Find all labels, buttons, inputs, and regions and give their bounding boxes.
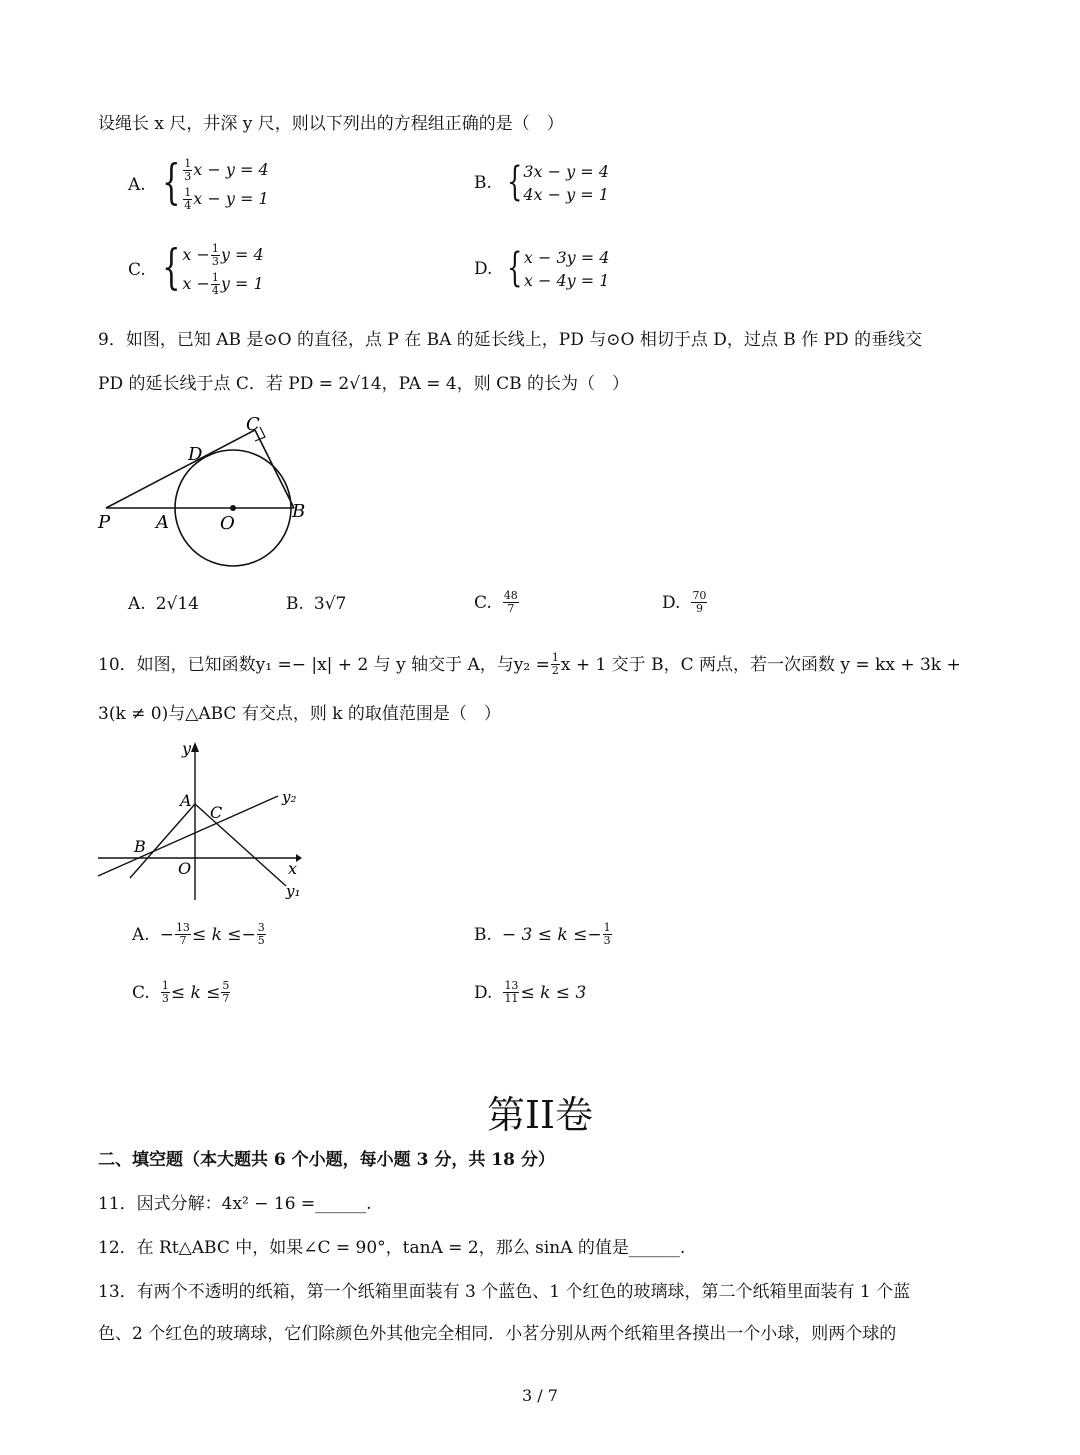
q9-option-c xyxy=(474,590,520,615)
option-value: 2√14 xyxy=(155,594,199,614)
option-label: A. xyxy=(128,175,146,195)
label-y2: y₂ xyxy=(282,788,297,806)
page-number: 3 / 7 xyxy=(522,1386,558,1405)
option-label: A. xyxy=(132,924,150,945)
q10-option-a: A. − $\frac{13}{7}$ ≤ k ≤− $\frac{3}{5}$ xyxy=(132,921,265,947)
q8-option-a: A. { $\frac{1}{3}$ x − y = 4 $\frac{1}{4}$ x − y = 1 xyxy=(128,154,269,212)
q8-stem: 设绳长 x 尺，井深 y 尺，则以下列出的方程组正确的是（ ） xyxy=(98,114,564,134)
option-label: C. xyxy=(474,592,492,613)
center-point xyxy=(230,505,236,511)
q8-option-c: C. { x − $\frac{1}{3}$ y = 4 x − $\frac{1}{4}$ y = 1 xyxy=(128,239,264,297)
option-value: $\frac{70}{9}$ xyxy=(692,589,707,615)
q10-graph-figure xyxy=(90,738,310,906)
label-p: P xyxy=(98,512,111,533)
y1-right xyxy=(195,804,286,886)
q9-stem-line1: 9．如图，已知 AB 是⊙O 的直径，点 P 在 BA 的延长线上，PD 与⊙O 相切于点 D，过点 B 作 PD 的垂线交 xyxy=(98,330,923,350)
q13-line1: 13．有两个不透明的纸箱，第一个纸箱里面装有 3 个蓝色、1 个红色的玻璃球，第二个纸箱里面装有 1 个蓝 xyxy=(98,1282,911,1302)
line-pc xyxy=(106,430,255,508)
label-d: D xyxy=(188,444,203,465)
equation: x − 3y = 4 xyxy=(523,248,610,267)
equation: 3x − y = 4 xyxy=(523,162,609,181)
label-c: C xyxy=(210,803,223,822)
q10-option-c: C. $\frac{1}{3}$ ≤ k ≤ $\frac{5}{7}$ xyxy=(132,979,230,1005)
label-x: x xyxy=(288,859,298,878)
q9-option-a xyxy=(128,594,199,614)
option-label: B. xyxy=(474,173,492,193)
equation: 4x − y = 1 xyxy=(523,185,609,204)
q11: 11．因式分解：4x² − 16 =______. xyxy=(98,1194,372,1214)
q9-stem-line2: PD 的延长线于点 C．若 PD = 2√14，PA = 4，则 CB 的长为（ ） xyxy=(98,374,630,394)
option-value: $\frac{48}{7}$ xyxy=(503,589,518,615)
label-y: y xyxy=(182,739,192,758)
q9-option-b xyxy=(286,594,346,614)
q10-stem-line1: 10．如图，已知函数y₁ =− |x| + 2 与 y 轴交于 A，与y₂ = $\frac{1}{2}$ x + 1 交于 B，C 两点，若一次函数 y = kx + 3k + xyxy=(98,651,961,677)
label-b: B xyxy=(134,837,146,856)
q10-option-d: D. $\frac{13}{11}$ ≤ k ≤ 3 xyxy=(474,979,587,1005)
q8-option-d: D. { x − 3y = 4 x − 4y = 1 xyxy=(474,245,610,291)
section-heading: 二、填空题（本大题共 6 个小题，每小题 3 分，共 18 分） xyxy=(98,1150,555,1170)
label-b: B xyxy=(292,501,306,522)
label-o: O xyxy=(220,513,235,534)
equation: x − y = 4 xyxy=(193,160,269,179)
option-label: C. xyxy=(132,982,150,1003)
equation: x − y = 1 xyxy=(193,189,269,208)
q10-option-b: B. − 3 ≤ k ≤− $\frac{1}{3}$ xyxy=(474,921,611,947)
q10-stem-line2: 3(k ≠ 0)与△ABC 有交点，则 k 的取值范围是（ ） xyxy=(98,704,501,724)
label-y1: y₁ xyxy=(286,882,301,900)
option-label: A. xyxy=(128,594,146,614)
option-value: 3√7 xyxy=(313,594,347,614)
q9-circle-figure xyxy=(90,408,330,578)
label-o: O xyxy=(178,859,192,878)
option-label: D. xyxy=(474,259,493,279)
option-label: B. xyxy=(286,594,304,614)
option-label: D. xyxy=(474,982,493,1003)
label-a: A xyxy=(180,791,192,810)
q9-option-d xyxy=(662,590,708,615)
label-c: C xyxy=(246,414,260,435)
q8-option-b: B. { 3x − y = 4 4x − y = 1 xyxy=(474,159,609,205)
option-label: C. xyxy=(128,260,146,280)
q12: 12．在 Rt△ABC 中，如果∠C = 90°，tanA = 2，那么 sinA 的值是______. xyxy=(98,1238,686,1258)
equation: x − 4y = 1 xyxy=(523,271,610,290)
q13-line2: 色、2 个红色的玻璃球，它们除颜色外其他完全相同．小茗分别从两个纸箱里各摸出一个小球，则两个球的 xyxy=(98,1324,897,1344)
line-cb xyxy=(255,430,294,508)
section-title: 第II卷 xyxy=(486,1093,594,1137)
option-label: B. xyxy=(474,924,492,945)
label-a: A xyxy=(156,512,169,533)
option-label: D. xyxy=(662,592,681,613)
